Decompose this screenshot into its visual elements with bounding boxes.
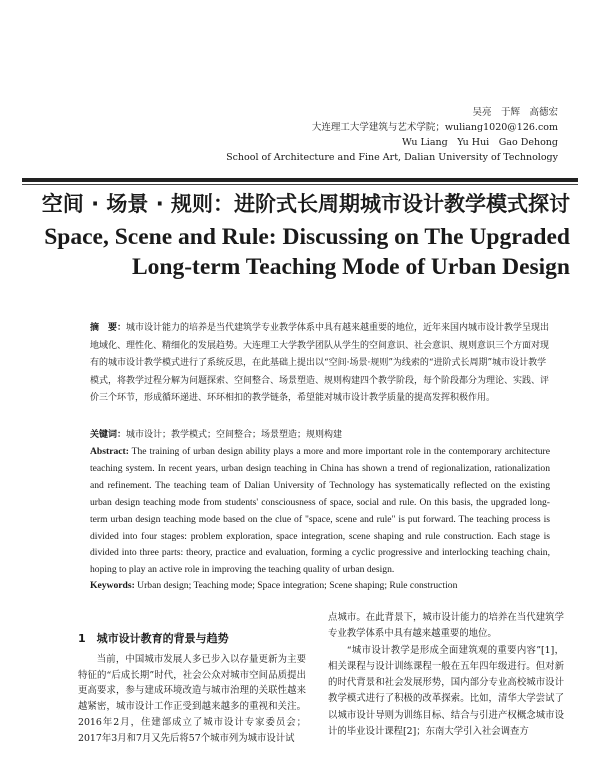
- title-chinese: 空间 · 场景 · 规则：进阶式长周期城市设计教学模式探讨: [41, 192, 570, 216]
- keywords-chinese: [90, 427, 550, 443]
- abstract-chinese: [90, 320, 550, 408]
- author-names-cn: 吴亮 于辉 高德宏: [472, 107, 558, 118]
- abstract-en-text: The training of urban design ability plays a more and more important role in the contemporary architecture teaching system. In recent years, urban design teaching in China has shown a trend of regionalization, rationalization and refinement. The teaching team of Dalian University of Technology has systematically reflected on the existing urban design teaching mode from students' consciousness of space, social and rule. On this basis, the upgraded long-term urban design teaching mode based on the clue of "space, scene and rule" is put forward. The teaching process is divided into four stages: problem exploration, space integration, scene shaping and rule construction. Each stage is divided into three parts: theory, practice and evaluation, forming a cyclic progressive and interlocking teaching chain, hoping to play an active role in improving the teaching quality of urban design.: [90, 446, 550, 576]
- author-names-en: Wu Liang Yu Hui Gao Dehong: [401, 137, 558, 148]
- header-rule-thick: [22, 178, 578, 182]
- author-affiliation-cn: 大连理工大学建筑与艺术学院；wuliang1020@126.com: [311, 122, 558, 133]
- keywords-english: [90, 578, 550, 594]
- abstract-cn-text: 城市设计能力的培养是当代建筑学专业教学体系中具有越来越重要的地位，近年来国内城市设计教学呈现出地域化、理性化、精细化的发展趋势。大连理工大学教学团队从学生的空间意识、社会意识、规则意识三个方面对现有的城市设计教学模式进行了系统反思，在此基础上提出以“空间·场景·规则”为线索的“进阶式长周期”城市设计教学模式，将教学过程分解为问题探索、空间整合、场景塑造、规则构建四个教学阶段，每个阶段都分为理论、实践、评价三个环节，形成循环递进、环环相扣的教学链条，希望能对城市设计教学质量的提高发挥积极作用。: [90, 323, 550, 403]
- right-para-1: 点城市。在此背景下，城市设计能力的培养在当代建筑学专业教学体系中具有越来越重要的地位。: [328, 612, 564, 640]
- title-english-line2: Long-term Teaching Mode of Urban Design: [131, 254, 570, 280]
- author-affiliation-en: School of Architecture and Fine Art, Dalian University of Technology: [226, 152, 558, 163]
- body-left-column: 当前，中国城市发展人多已步入以存量更新为主要特征的“后成长期”时代，社会公众对城市空间品质提出更高要求，参与建成环境改造与城市治理的关联性越来越紧密，城市设计工作正受到越来越多的重视和关注。2016年2月，住建部成立了城市设计专家委员会；2017年3月和7月又先后将57个城市列为城市设计试: [78, 654, 306, 744]
- abstract-english: [90, 444, 550, 579]
- abstract-cn-label: 摘 要：: [90, 323, 127, 333]
- title-english-line1: Space, Scene and Rule: Discussing on The Upgraded: [44, 224, 570, 250]
- keywords-en-text: Urban design; Teaching mode; Space integration; Scene shaping; Rule construction: [134, 580, 458, 591]
- body-right-column: [328, 610, 564, 740]
- keywords-en-label: Keywords:: [90, 580, 135, 591]
- keywords-cn-label: 关键词：: [90, 430, 127, 440]
- keywords-cn-text: 城市设计；教学模式；空间整合；场景塑造；规则构建: [126, 430, 343, 440]
- right-para-2: “城市设计教学是形成全面建筑观的重要内容”[1]，相关课程与设计训练课程一般在五年四年级进行。但对新的时代背景和社会发展形势，国内部分专业高校城市设计教学模式进行了积极的改革探索。比如，清华大学尝试了以城市设计导则为训练目标、结合与引进产权概念城市设计的毕业设计课程[2]；东南大学引入社会调查方: [328, 644, 564, 738]
- header-rule-thin: [22, 184, 578, 185]
- abstract-en-label: Abstract:: [90, 446, 129, 457]
- title-english: [40, 222, 570, 282]
- author-block: [226, 105, 558, 165]
- section-heading: 1 城市设计教育的背景与趋势: [78, 632, 229, 645]
